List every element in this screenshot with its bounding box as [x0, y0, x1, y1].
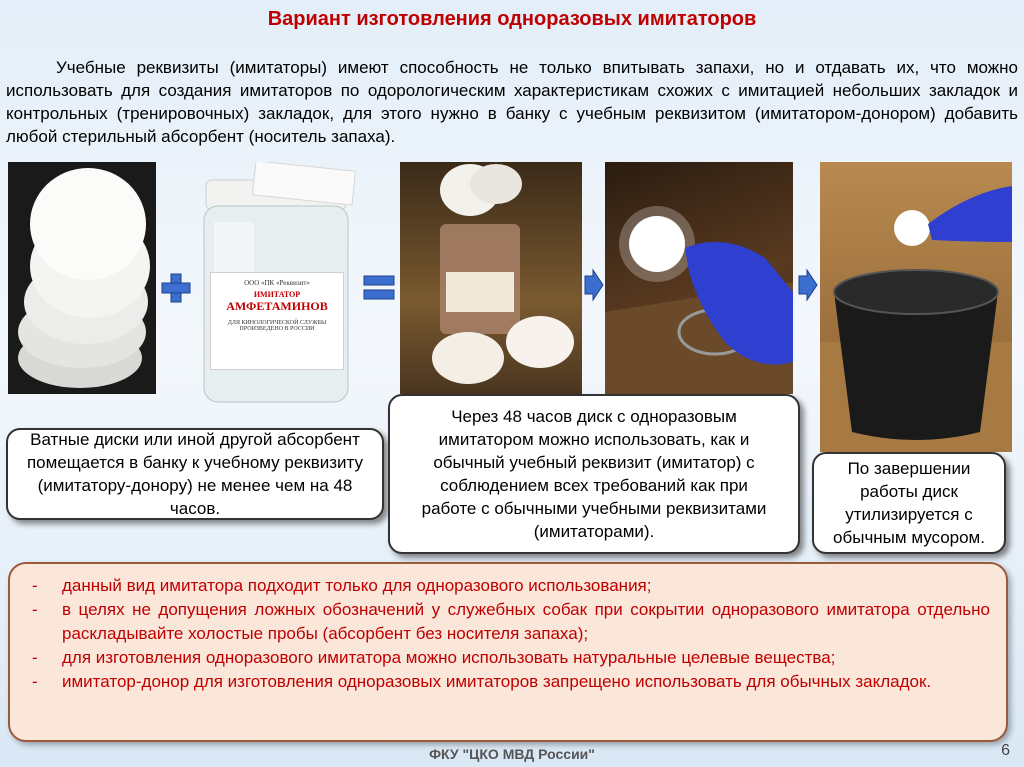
- jar-label-name: АМФЕТАМИНОВ: [226, 299, 328, 313]
- notes-list: [26, 574, 990, 694]
- drawer-hand-photo: [605, 162, 793, 394]
- jar-label: [210, 272, 344, 370]
- caption-disposal: [812, 452, 1006, 554]
- jar-label-org: ООО «ПК «Реквизит»: [244, 279, 310, 287]
- page-title: Вариант изготовления одноразовых имитаторов: [267, 8, 757, 30]
- notes-box: [8, 562, 1008, 742]
- note-text: данный вид имитатора подходит только для одноразового использования;: [62, 576, 652, 595]
- equals-icon: [362, 272, 396, 302]
- note-item: [26, 598, 990, 646]
- footer-organization: ФКУ "ЦКО МВД России": [429, 746, 595, 762]
- note-item: [26, 646, 990, 670]
- note-dash: -: [32, 576, 38, 595]
- jar-label-madein: ПРОИЗВЕДЕНО В РОССИИ: [239, 326, 315, 332]
- note-dash: -: [32, 600, 38, 619]
- note-item: [26, 574, 990, 598]
- jar-label-kind: ИМИТАТОР: [253, 290, 301, 299]
- jar-with-pads-photo: [400, 162, 582, 394]
- note-text: для изготовления одноразового имитатора можно использовать натуральные целевые вещества;: [62, 648, 836, 667]
- plus-icon: [160, 272, 192, 304]
- note-text: имитатор-донор для изготовления одноразовых имитаторов запрещено использовать для обычных закладок.: [62, 672, 932, 691]
- jar-label-purpose: ДЛЯ КИНОЛОГИЧЕСКОЙ СЛУЖБЫ: [227, 320, 327, 326]
- caption-absorbent: [6, 428, 384, 520]
- note-item: [26, 670, 990, 694]
- note-text: в целях не допущения ложных обозначений у служебных собак при сокрытии одноразового имитатора отдельно раскладывайте холостые пробы (абсорбент без носителя запаха);: [62, 600, 990, 643]
- caption-after-48h: [388, 394, 800, 554]
- note-dash: -: [32, 672, 38, 691]
- trash-can-photo: [820, 162, 1012, 452]
- imitator-jar-photo: [196, 162, 356, 412]
- arrow-right-icon: [797, 268, 819, 302]
- arrow-right-icon: [583, 268, 605, 302]
- page-number: 6: [1001, 742, 1010, 759]
- intro-paragraph: Учебные реквизиты (имитаторы) имеют способность не только впитывать запахи, но и отдавать их, что можно использовать для создания имитаторов по одорологическим характеристикам схожих с имитацией небольших закладок и контрольных (тренировочных) закладок, для этого нужно в банку с учебным реквизитом (имитатором-донором) добавить любой стерильный абсорбент (носитель запаха).: [6, 58, 1018, 146]
- note-dash: -: [32, 648, 38, 667]
- caption-after-48h-text: Через 48 часов диск с одноразовым имитатором можно использовать, как и обычный учебный реквизит (имитатор) с соблюдением всех требований как при работе с обычными учебными реквизитами (имитаторами).: [421, 407, 767, 541]
- cotton-pads-photo: [8, 162, 156, 394]
- caption-absorbent-text: Ватные диски или иной другой абсорбент помещается в банку к учебному реквизиту (имитатору-донору) не менее чем на 48 часов.: [26, 430, 364, 518]
- caption-disposal-text: По завершении работы диск утилизируется с обычным мусором.: [833, 459, 985, 547]
